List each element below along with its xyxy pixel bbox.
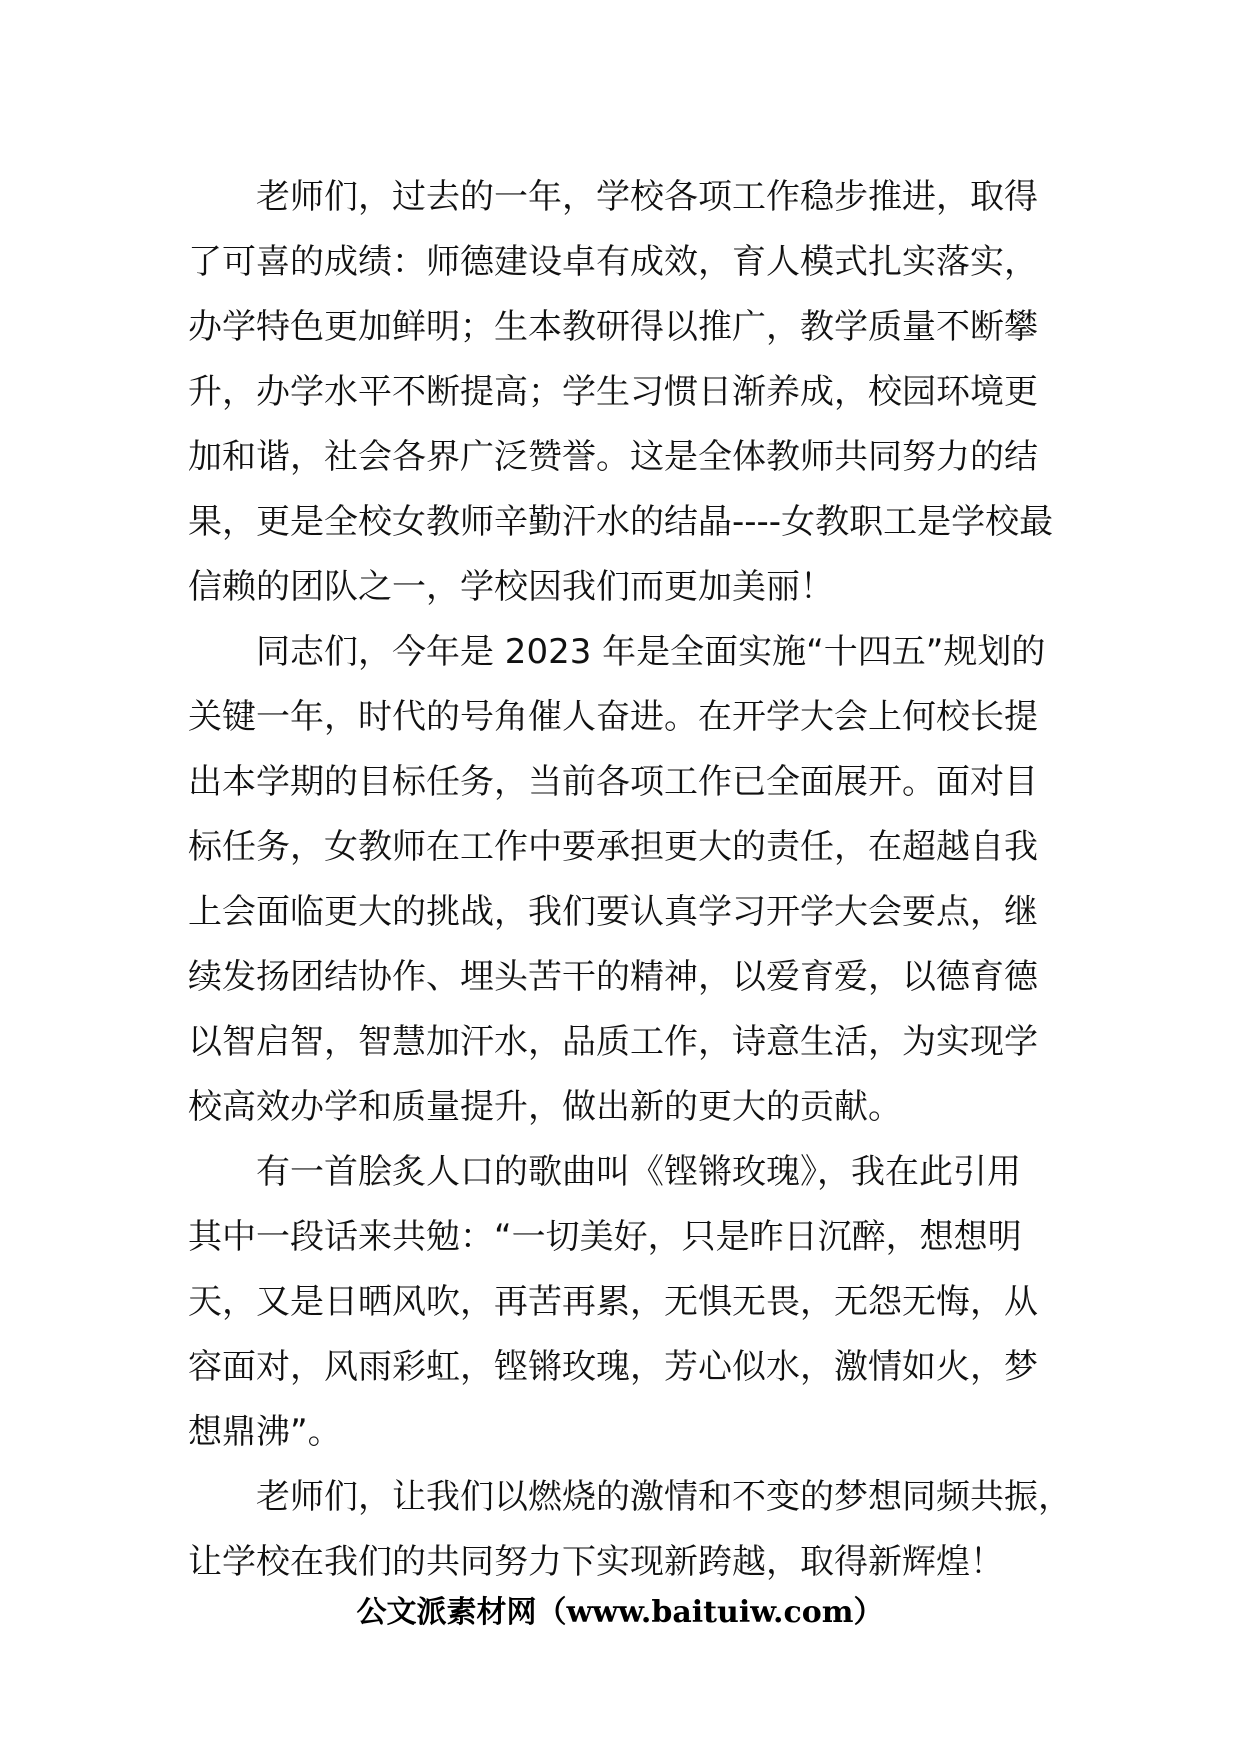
- text-line: 想鼎沸”。: [188, 1412, 342, 1452]
- paragraph-4: [188, 1465, 1072, 1595]
- text-line: 让学校在我们的共同努力下实现新跨越，取得新辉煌！: [188, 1542, 1004, 1582]
- text-line: 信赖的团队之一，学校因我们而更加美丽！: [188, 567, 834, 607]
- text-line: 办学特色更加鲜明；生本教研得以推广，教学质量不断攀: [188, 307, 1038, 347]
- source-watermark: 公文派素材网（www.baituiw.com）: [356, 1595, 884, 1630]
- text-line: 出本学期的目标任务，当前各项工作已全面展开。面对目: [188, 762, 1038, 802]
- text-line: 以智启智，智慧加汗水，品质工作，诗意生活，为实现学: [188, 1022, 1038, 1062]
- paragraph-2: [188, 620, 1060, 1140]
- paragraph-3: [188, 1140, 1060, 1465]
- text-line: 同志们，今年是 2023 年是全面实施“十四五”规划的: [256, 632, 1046, 672]
- text-line: 升，办学水平不断提高；学生习惯日渐养成，校园环境更: [188, 372, 1038, 412]
- text-line: 其中一段话来共勉：“一切美好，只是昨日沉醉，想想明: [188, 1217, 1022, 1257]
- document-body: [188, 165, 1072, 1595]
- text-line: 了可喜的成绩：师德建设卓有成效，育人模式扎实落实，: [188, 242, 1038, 282]
- text-line: 天，又是日晒风吹，再苦再累，无惧无畏，无怨无悔，从: [188, 1282, 1038, 1322]
- text-line: 上会面临更大的挑战，我们要认真学习开学大会要点，继: [188, 892, 1038, 932]
- text-line: 老师们，过去的一年，学校各项工作稳步推进，取得: [256, 177, 1038, 217]
- text-line: 果，更是全校女教师辛勤汗水的结晶----女教职工是学校最: [188, 502, 1054, 542]
- text-line: 标任务，女教师在工作中要承担更大的责任，在超越自我: [188, 827, 1038, 867]
- paragraph-1: [188, 165, 1060, 620]
- text-line: 续发扬团结协作、埋头苦干的精神，以爱育爱，以德育德: [188, 957, 1038, 997]
- text-line: 有一首脍炙人口的歌曲叫《铿锵玫瑰》，我在此引用: [256, 1152, 1021, 1192]
- text-line: 关键一年，时代的号角催人奋进。在开学大会上何校长提: [188, 697, 1038, 737]
- text-line: 容面对，风雨彩虹，铿锵玫瑰，芳心似水，激情如火，梦: [188, 1347, 1038, 1387]
- text-line: 老师们，让我们以燃烧的激情和不变的梦想同频共振，: [256, 1477, 1072, 1517]
- text-line: 校高效办学和质量提升，做出新的更大的贡献。: [188, 1087, 902, 1127]
- text-line: 加和谐，社会各界广泛赞誉。这是全体教师共同努力的结: [188, 437, 1038, 477]
